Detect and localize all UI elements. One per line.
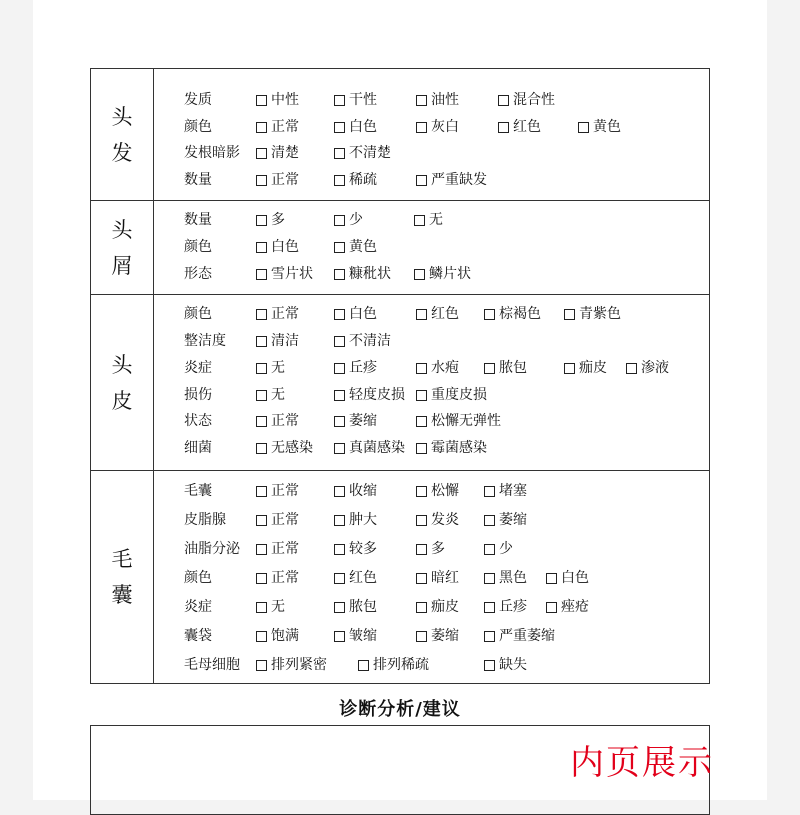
checkbox-icon[interactable] <box>334 148 345 159</box>
checkbox-label: 清洁 <box>271 333 299 349</box>
checkbox-option[interactable] <box>334 538 377 560</box>
field-row <box>154 263 709 285</box>
checkbox-icon[interactable] <box>416 416 427 427</box>
checkbox-icon[interactable] <box>334 309 345 320</box>
checkbox-label: 严重缺发 <box>431 172 487 188</box>
checkbox-icon[interactable] <box>256 148 267 159</box>
diagnosis-title: 诊断分析/建议 <box>339 699 461 720</box>
section-title <box>91 295 154 470</box>
checkbox-icon[interactable] <box>334 416 345 427</box>
field-row <box>154 330 709 352</box>
checkbox-label: 堵塞 <box>499 483 527 499</box>
field-row <box>154 357 709 379</box>
field-label: 油脂分泌 <box>184 541 240 557</box>
checkbox-label: 红色 <box>349 570 377 586</box>
checkbox-label: 稀疏 <box>349 172 377 188</box>
checkbox-icon[interactable] <box>416 515 427 526</box>
checkbox-icon[interactable] <box>416 486 427 497</box>
checkbox-option[interactable] <box>256 357 285 379</box>
checkbox-icon[interactable] <box>484 515 495 526</box>
field-row <box>154 384 709 406</box>
checkbox-icon[interactable] <box>484 631 495 642</box>
checkbox-icon[interactable] <box>256 416 267 427</box>
checkbox-icon[interactable] <box>256 309 267 320</box>
checkbox-label: 青紫色 <box>579 306 621 322</box>
section-title-char: 头 <box>111 217 133 242</box>
field-row <box>154 116 709 138</box>
checkbox-icon[interactable] <box>334 215 345 226</box>
checkbox-label: 松懈无弹性 <box>431 413 501 429</box>
checkbox-label: 正常 <box>271 119 299 135</box>
checkbox-option[interactable] <box>256 654 327 676</box>
checkbox-icon[interactable] <box>256 515 267 526</box>
section-fields <box>154 471 709 683</box>
checkbox-option[interactable] <box>334 357 377 379</box>
checkbox-icon[interactable] <box>334 573 345 584</box>
checkbox-option[interactable] <box>334 596 377 618</box>
checkbox-option[interactable] <box>256 538 299 560</box>
field-label: 数量 <box>184 212 212 228</box>
section-follicle <box>91 471 709 683</box>
checkbox-label: 白色 <box>349 119 377 135</box>
checkbox-icon[interactable] <box>256 336 267 347</box>
checkbox-icon[interactable] <box>626 363 637 374</box>
checkbox-label: 暗红 <box>431 570 459 586</box>
checkbox-option[interactable] <box>256 236 299 258</box>
checkbox-option[interactable] <box>564 303 621 325</box>
checkbox-icon[interactable] <box>416 175 427 186</box>
checkbox-icon[interactable] <box>256 269 267 280</box>
field-row <box>154 625 709 647</box>
checkbox-icon[interactable] <box>256 631 267 642</box>
checkbox-icon[interactable] <box>334 363 345 374</box>
checkbox-label: 松懈 <box>431 483 459 499</box>
checkbox-option[interactable] <box>416 116 459 138</box>
checkbox-icon[interactable] <box>416 363 427 374</box>
checkbox-label: 油性 <box>431 92 459 108</box>
checkbox-label: 灰白 <box>431 119 459 135</box>
section-title-char: 发 <box>111 140 133 165</box>
checkbox-label: 较多 <box>349 541 377 557</box>
checkbox-option[interactable] <box>334 509 377 531</box>
field-label: 损伤 <box>184 387 212 403</box>
checkbox-icon[interactable] <box>256 215 267 226</box>
checkbox-icon[interactable] <box>578 122 589 133</box>
checkbox-icon[interactable] <box>484 660 495 671</box>
checkbox-label: 排列紧密 <box>271 657 327 673</box>
field-label: 数量 <box>184 172 212 188</box>
checkbox-option[interactable] <box>334 303 377 325</box>
checkbox-icon[interactable] <box>334 336 345 347</box>
checkbox-icon[interactable] <box>484 573 495 584</box>
checkbox-icon[interactable] <box>256 602 267 613</box>
checkbox-option[interactable] <box>416 303 459 325</box>
checkbox-icon[interactable] <box>256 95 267 106</box>
checkbox-label: 排列稀疏 <box>373 657 429 673</box>
checkbox-icon[interactable] <box>256 363 267 374</box>
checkbox-label: 缺失 <box>499 657 527 673</box>
checkbox-label: 中性 <box>271 92 299 108</box>
checkbox-option[interactable] <box>484 538 513 560</box>
checkbox-option[interactable] <box>484 509 527 531</box>
checkbox-option[interactable] <box>416 625 459 647</box>
checkbox-icon[interactable] <box>256 122 267 133</box>
checkbox-label: 正常 <box>271 413 299 429</box>
checkbox-icon[interactable] <box>498 122 509 133</box>
field-row <box>154 410 709 432</box>
checkbox-option[interactable] <box>416 437 487 459</box>
checkbox-option[interactable] <box>578 116 621 138</box>
field-row <box>154 509 709 531</box>
checkbox-option[interactable] <box>334 384 405 406</box>
checkbox-label: 不清洁 <box>349 333 391 349</box>
checkbox-label: 少 <box>349 212 363 228</box>
checkbox-icon[interactable] <box>416 390 427 401</box>
checkbox-option[interactable] <box>256 169 299 191</box>
checkbox-option[interactable] <box>498 89 555 111</box>
field-label: 皮脂腺 <box>184 512 226 528</box>
checkbox-icon[interactable] <box>484 486 495 497</box>
checkbox-option[interactable] <box>256 263 313 285</box>
checkbox-label: 不清楚 <box>349 145 391 161</box>
section-title-char: 屑 <box>111 253 133 278</box>
checkbox-icon[interactable] <box>256 486 267 497</box>
checkbox-option[interactable] <box>334 437 405 459</box>
checkbox-label: 无 <box>271 599 285 615</box>
checkbox-label: 重度皮损 <box>431 387 487 403</box>
checkbox-option[interactable] <box>256 625 299 647</box>
checkbox-label: 白色 <box>561 570 589 586</box>
field-label: 颜色 <box>184 239 212 255</box>
checkbox-icon[interactable] <box>256 443 267 454</box>
checkbox-option[interactable] <box>334 480 377 502</box>
checkbox-label: 真菌感染 <box>349 440 405 456</box>
field-label: 囊袋 <box>184 628 212 644</box>
hair-scalp-exam-form <box>90 68 710 684</box>
checkbox-label: 水疱 <box>431 360 459 376</box>
checkbox-option[interactable] <box>334 410 377 432</box>
checkbox-option[interactable] <box>334 625 377 647</box>
checkbox-option[interactable] <box>416 357 459 379</box>
checkbox-label: 肿大 <box>349 512 377 528</box>
checkbox-label: 轻度皮损 <box>349 387 405 403</box>
checkbox-icon[interactable] <box>358 660 369 671</box>
field-label: 发质 <box>184 92 212 108</box>
checkbox-icon[interactable] <box>334 95 345 106</box>
checkbox-label: 正常 <box>271 570 299 586</box>
checkbox-icon[interactable] <box>334 390 345 401</box>
checkbox-option[interactable] <box>414 263 471 285</box>
checkbox-option[interactable] <box>564 357 607 379</box>
field-label: 颜色 <box>184 570 212 586</box>
field-row <box>154 303 709 325</box>
checkbox-option[interactable] <box>334 209 363 231</box>
section-fields <box>154 295 709 470</box>
checkbox-option[interactable] <box>256 410 299 432</box>
checkbox-option[interactable] <box>546 596 589 618</box>
checkbox-option[interactable] <box>416 410 501 432</box>
checkbox-icon[interactable] <box>334 515 345 526</box>
checkbox-label: 鳞片状 <box>429 266 471 282</box>
checkbox-label: 无 <box>271 360 285 376</box>
checkbox-label: 白色 <box>349 306 377 322</box>
checkbox-label: 丘疹 <box>499 599 527 615</box>
checkbox-icon[interactable] <box>334 269 345 280</box>
checkbox-option[interactable] <box>416 509 459 531</box>
checkbox-icon[interactable] <box>334 443 345 454</box>
checkbox-label: 清楚 <box>271 145 299 161</box>
checkbox-icon[interactable] <box>256 242 267 253</box>
checkbox-icon[interactable] <box>334 486 345 497</box>
section-title <box>91 471 154 683</box>
checkbox-icon[interactable] <box>484 544 495 555</box>
checkbox-label: 雪片状 <box>271 266 313 282</box>
checkbox-icon[interactable] <box>416 443 427 454</box>
checkbox-label: 脓包 <box>499 360 527 376</box>
checkbox-label: 收缩 <box>349 483 377 499</box>
field-row <box>154 596 709 618</box>
checkbox-option[interactable] <box>256 330 299 352</box>
checkbox-option[interactable] <box>414 209 443 231</box>
field-row <box>154 236 709 258</box>
checkbox-icon[interactable] <box>416 573 427 584</box>
checkbox-option[interactable] <box>334 330 391 352</box>
checkbox-label: 红色 <box>431 306 459 322</box>
checkbox-label: 痂皮 <box>431 599 459 615</box>
checkbox-option[interactable] <box>416 596 459 618</box>
checkbox-option[interactable] <box>334 142 391 164</box>
checkbox-option[interactable] <box>498 116 541 138</box>
checkbox-icon[interactable] <box>416 631 427 642</box>
checkbox-icon[interactable] <box>484 363 495 374</box>
field-label: 形态 <box>184 266 212 282</box>
section-dandruff <box>91 201 709 295</box>
checkbox-option[interactable] <box>334 89 377 111</box>
field-row <box>154 142 709 164</box>
checkbox-option[interactable] <box>256 384 285 406</box>
checkbox-option[interactable] <box>416 567 459 589</box>
checkbox-label: 发炎 <box>431 512 459 528</box>
checkbox-icon[interactable] <box>416 95 427 106</box>
checkbox-label: 脓包 <box>349 599 377 615</box>
checkbox-option[interactable] <box>484 480 527 502</box>
inner-page-display-label: 内页展示 <box>570 743 714 783</box>
checkbox-label: 多 <box>271 212 285 228</box>
checkbox-label: 萎缩 <box>499 512 527 528</box>
checkbox-label: 霉菌感染 <box>431 440 487 456</box>
checkbox-option[interactable] <box>256 480 299 502</box>
checkbox-option[interactable] <box>626 357 669 379</box>
checkbox-option[interactable] <box>484 567 527 589</box>
checkbox-option[interactable] <box>484 625 555 647</box>
checkbox-option[interactable] <box>546 567 589 589</box>
checkbox-icon[interactable] <box>334 602 345 613</box>
checkbox-label: 无 <box>271 387 285 403</box>
checkbox-icon[interactable] <box>416 544 427 555</box>
section-title-char: 头 <box>111 352 133 377</box>
checkbox-option[interactable] <box>334 567 377 589</box>
checkbox-label: 痂皮 <box>579 360 607 376</box>
checkbox-label: 痤疮 <box>561 599 589 615</box>
checkbox-label: 正常 <box>271 306 299 322</box>
section-scalp <box>91 295 709 471</box>
checkbox-option[interactable] <box>256 509 299 531</box>
section-title-char: 头 <box>111 104 133 129</box>
checkbox-label: 多 <box>431 541 445 557</box>
checkbox-option[interactable] <box>334 116 377 138</box>
checkbox-icon[interactable] <box>256 573 267 584</box>
field-row <box>154 169 709 191</box>
checkbox-option[interactable] <box>416 480 459 502</box>
checkbox-option[interactable] <box>416 538 445 560</box>
checkbox-option[interactable] <box>334 169 377 191</box>
checkbox-icon[interactable] <box>498 95 509 106</box>
field-row <box>154 89 709 111</box>
checkbox-option[interactable] <box>484 303 541 325</box>
section-hair <box>91 69 709 201</box>
section-title-char: 毛 <box>111 547 133 571</box>
checkbox-icon[interactable] <box>484 309 495 320</box>
checkbox-option[interactable] <box>416 89 459 111</box>
field-label: 整洁度 <box>184 333 226 349</box>
checkbox-label: 红色 <box>513 119 541 135</box>
checkbox-label: 少 <box>499 541 513 557</box>
field-row <box>154 538 709 560</box>
checkbox-label: 糠秕状 <box>349 266 391 282</box>
checkbox-icon[interactable] <box>256 544 267 555</box>
checkbox-label: 无感染 <box>271 440 313 456</box>
checkbox-option[interactable] <box>484 357 527 379</box>
checkbox-icon[interactable] <box>334 175 345 186</box>
checkbox-icon[interactable] <box>414 215 425 226</box>
field-label: 发根暗影 <box>184 145 240 161</box>
checkbox-label: 萎缩 <box>431 628 459 644</box>
checkbox-option[interactable] <box>256 209 285 231</box>
checkbox-label: 丘疹 <box>349 360 377 376</box>
checkbox-icon[interactable] <box>334 122 345 133</box>
section-fields <box>154 201 709 294</box>
checkbox-label: 渗液 <box>641 360 669 376</box>
field-row <box>154 209 709 231</box>
checkbox-icon[interactable] <box>546 573 557 584</box>
field-row <box>154 480 709 502</box>
section-title-char: 囊 <box>111 583 133 607</box>
checkbox-label: 白色 <box>271 239 299 255</box>
checkbox-icon[interactable] <box>564 309 575 320</box>
checkbox-label: 萎缩 <box>349 413 377 429</box>
section-title <box>91 69 154 200</box>
checkbox-option[interactable] <box>484 596 527 618</box>
checkbox-icon[interactable] <box>416 602 427 613</box>
checkbox-label: 饱满 <box>271 628 299 644</box>
checkbox-icon[interactable] <box>256 390 267 401</box>
checkbox-option[interactable] <box>256 567 299 589</box>
checkbox-label: 混合性 <box>513 92 555 108</box>
checkbox-option[interactable] <box>256 437 313 459</box>
checkbox-label: 黄色 <box>593 119 621 135</box>
checkbox-icon[interactable] <box>416 122 427 133</box>
field-row <box>154 567 709 589</box>
checkbox-label: 无 <box>429 212 443 228</box>
checkbox-label: 正常 <box>271 172 299 188</box>
checkbox-label: 正常 <box>271 512 299 528</box>
field-label: 毛母细胞 <box>184 657 240 673</box>
checkbox-option[interactable] <box>256 303 299 325</box>
field-row <box>154 654 709 676</box>
checkbox-option[interactable] <box>256 596 285 618</box>
checkbox-option[interactable] <box>358 654 429 676</box>
checkbox-option[interactable] <box>334 236 377 258</box>
checkbox-icon[interactable] <box>546 602 557 613</box>
field-label: 炎症 <box>184 360 212 376</box>
checkbox-label: 黑色 <box>499 570 527 586</box>
checkbox-icon[interactable] <box>256 175 267 186</box>
field-label: 状态 <box>184 413 212 429</box>
checkbox-icon[interactable] <box>334 242 345 253</box>
field-label: 颜色 <box>184 119 212 135</box>
checkbox-option[interactable] <box>416 384 487 406</box>
section-title-char: 皮 <box>111 388 133 413</box>
checkbox-label: 正常 <box>271 541 299 557</box>
checkbox-option[interactable] <box>256 89 299 111</box>
checkbox-icon[interactable] <box>334 544 345 555</box>
checkbox-option[interactable] <box>334 263 391 285</box>
field-label: 炎症 <box>184 599 212 615</box>
checkbox-label: 黄色 <box>349 239 377 255</box>
section-fields <box>154 69 709 200</box>
field-label: 颜色 <box>184 306 212 322</box>
checkbox-label: 正常 <box>271 483 299 499</box>
checkbox-label: 干性 <box>349 92 377 108</box>
checkbox-option[interactable] <box>256 142 299 164</box>
checkbox-label: 棕褐色 <box>499 306 541 322</box>
checkbox-icon[interactable] <box>256 660 267 671</box>
checkbox-icon[interactable] <box>564 363 575 374</box>
field-label: 细菌 <box>184 440 212 456</box>
checkbox-option[interactable] <box>256 116 299 138</box>
checkbox-option[interactable] <box>416 169 487 191</box>
checkbox-icon[interactable] <box>334 631 345 642</box>
field-row <box>154 437 709 459</box>
field-label: 毛囊 <box>184 483 212 499</box>
checkbox-icon[interactable] <box>416 309 427 320</box>
section-title <box>91 201 154 294</box>
checkbox-label: 严重萎缩 <box>499 628 555 644</box>
checkbox-option[interactable] <box>484 654 527 676</box>
checkbox-icon[interactable] <box>414 269 425 280</box>
checkbox-icon[interactable] <box>484 602 495 613</box>
checkbox-label: 皱缩 <box>349 628 377 644</box>
